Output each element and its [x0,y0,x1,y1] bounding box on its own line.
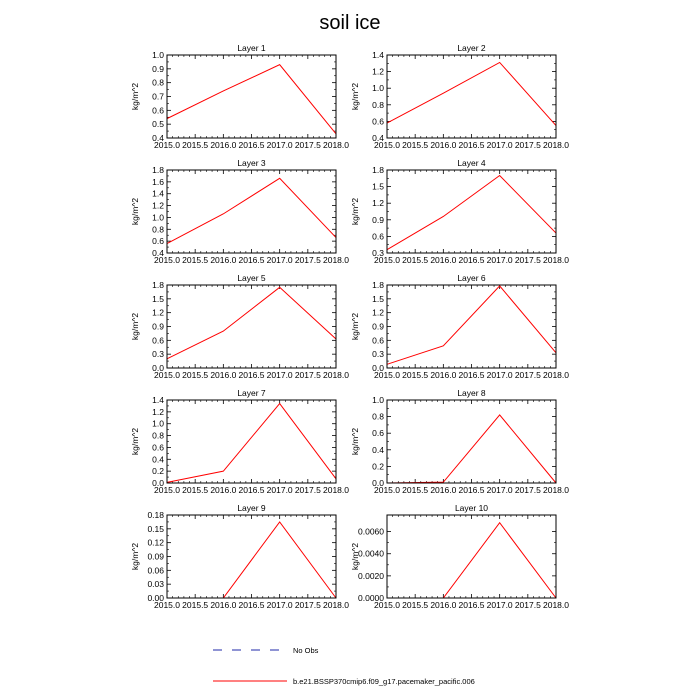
x-tick-label: 2016.0 [430,485,457,495]
series-line [387,415,556,483]
x-tick-label: 2018.0 [323,485,349,495]
x-tick-label: 2016.0 [430,255,457,265]
x-tick-label: 2018.0 [543,600,569,610]
panel-title: Layer 5 [237,273,266,283]
y-tick-label: 0.4 [372,133,384,143]
y-tick-label: 0.0 [152,363,164,373]
x-tick-label: 2015.5 [182,255,209,265]
x-tick-label: 2015.0 [374,370,400,380]
x-tick-label: 2017.5 [514,370,541,380]
y-axis-label: kg/m^2 [350,197,360,226]
y-tick-label: 1.5 [152,293,164,304]
y-tick-label: 1.2 [152,307,164,318]
y-tick-label: 0.3 [372,349,384,360]
x-tick-label: 2017.5 [294,600,321,610]
y-axis-label: kg/m^2 [350,82,360,111]
panel-layer-4 [350,158,569,265]
plot-frame [387,400,556,483]
x-tick-label: 2016.5 [238,140,265,150]
x-tick-label: 2017.0 [486,370,513,380]
y-axis-label: kg/m^2 [130,82,140,111]
y-tick-label: 0.4 [372,444,384,455]
y-tick-label: 1.0 [372,395,384,405]
legend [213,646,475,686]
y-tick-label: 0.8 [152,77,164,88]
x-tick-label: 2015.0 [154,600,180,610]
x-tick-label: 2017.0 [266,600,293,610]
x-tick-label: 2018.0 [543,255,569,265]
y-tick-label: 0.0020 [358,570,384,581]
x-tick-label: 2017.0 [486,140,513,150]
y-tick-label: 0.9 [152,63,164,74]
x-tick-label: 2017.0 [486,600,513,610]
panel-title: Layer 7 [237,388,266,398]
y-tick-label: 1.4 [372,50,384,60]
plot-frame [167,285,336,368]
y-tick-label: 1.8 [372,165,384,175]
y-tick-label: 1.4 [152,395,164,405]
x-tick-label: 2018.0 [323,255,349,265]
panel-title: Layer 2 [457,43,486,53]
y-tick-label: 0.5 [152,119,164,130]
x-tick-label: 2017.5 [514,600,541,610]
panel-layer-2 [350,43,569,150]
y-tick-label: 0.9 [372,214,384,225]
y-tick-label: 0.2 [372,461,384,472]
x-tick-label: 2015.0 [154,140,180,150]
panel-title: Layer 8 [457,388,486,398]
panel-layer-7 [130,388,349,495]
y-tick-label: 0.7 [152,91,164,102]
x-tick-label: 2018.0 [323,370,349,380]
y-tick-label: 0.2 [152,466,164,477]
plot-frame [167,400,336,483]
x-tick-label: 2016.0 [210,140,237,150]
x-tick-label: 2015.0 [374,255,400,265]
y-tick-label: 1.5 [372,181,384,192]
y-tick-label: 0.6 [152,105,164,116]
panel-title: Layer 4 [457,158,486,168]
y-tick-label: 0.0060 [358,526,384,537]
x-tick-label: 2017.0 [266,140,293,150]
panel-layer-1 [130,43,349,150]
y-tick-label: 1.0 [152,418,164,429]
x-tick-label: 2016.5 [458,140,485,150]
y-tick-label: 0.9 [152,321,164,332]
x-tick-label: 2015.5 [402,140,429,150]
y-tick-label: 0.00 [147,593,164,603]
y-tick-label: 1.5 [372,293,384,304]
y-tick-label: 1.0 [152,50,164,60]
series-line [387,523,556,598]
y-tick-label: 1.2 [152,406,164,417]
x-tick-label: 2016.0 [430,140,457,150]
x-tick-label: 2017.5 [514,255,541,265]
panel-layer-9 [130,503,349,610]
x-tick-label: 2015.5 [402,370,429,380]
y-tick-label: 1.4 [152,188,164,199]
x-tick-label: 2017.5 [294,485,321,495]
y-tick-label: 0.0 [152,478,164,488]
plot-frame [387,515,556,598]
x-tick-label: 2015.5 [402,485,429,495]
panel-layer-5 [130,273,349,380]
y-tick-label: 0.09 [147,551,164,562]
x-tick-label: 2017.0 [266,255,293,265]
x-tick-label: 2018.0 [323,140,349,150]
y-tick-label: 0.8 [372,99,384,110]
x-tick-label: 2015.5 [182,140,209,150]
x-tick-label: 2015.0 [374,140,400,150]
y-axis-label: kg/m^2 [130,197,140,226]
x-tick-label: 2017.0 [486,255,513,265]
x-tick-label: 2016.5 [238,485,265,495]
y-tick-label: 0.6 [152,335,164,346]
y-tick-label: 0.6 [152,236,164,247]
x-tick-label: 2016.5 [458,485,485,495]
y-tick-label: 0.18 [147,510,164,520]
y-tick-label: 0.0 [372,363,384,373]
plot-frame [387,170,556,253]
x-tick-label: 2016.0 [210,600,237,610]
x-tick-label: 2018.0 [323,600,349,610]
panel-layer-10 [350,503,569,610]
y-tick-label: 1.8 [152,165,164,175]
y-tick-label: 1.0 [372,83,384,94]
series-line [167,178,336,243]
panels-group [130,43,569,610]
y-tick-label: 0.9 [372,321,384,332]
panel-title: Layer 6 [457,273,486,283]
x-tick-label: 2015.0 [154,370,180,380]
x-tick-label: 2015.5 [402,255,429,265]
legend-model-label: b.e21.BSSP370cmip6.f09_g17.pacemaker_pacific.006 [293,677,475,686]
y-tick-label: 0.0040 [358,548,384,559]
panel-layer-3 [130,158,349,265]
x-tick-label: 2017.5 [514,140,541,150]
x-tick-label: 2018.0 [543,140,569,150]
y-tick-label: 1.0 [152,212,164,223]
series-line [167,287,336,358]
series-line [167,65,336,134]
y-tick-label: 0.12 [147,537,164,548]
x-tick-label: 2017.5 [294,140,321,150]
y-tick-label: 0.6 [372,231,384,242]
x-tick-label: 2016.5 [238,255,265,265]
y-tick-label: 0.0000 [358,593,384,603]
legend-obs-label: No Obs [293,646,319,655]
y-axis-label: kg/m^2 [350,542,360,571]
y-tick-label: 0.6 [372,335,384,346]
y-axis-label: kg/m^2 [350,312,360,341]
y-tick-label: 0.6 [372,116,384,127]
y-tick-label: 1.6 [152,176,164,187]
y-tick-label: 0.8 [152,430,164,441]
y-tick-label: 1.2 [372,66,384,77]
x-tick-label: 2015.0 [154,255,180,265]
x-tick-label: 2016.0 [430,600,457,610]
y-tick-label: 0.8 [152,224,164,235]
x-tick-label: 2016.5 [238,600,265,610]
panel-title: Layer 9 [237,503,266,513]
x-tick-label: 2015.0 [154,485,180,495]
y-tick-label: 0.4 [152,248,164,258]
series-line [167,404,336,483]
panel-title: Layer 3 [237,158,266,168]
x-tick-label: 2017.5 [294,255,321,265]
y-tick-label: 1.2 [152,200,164,211]
x-tick-label: 2017.0 [266,370,293,380]
x-tick-label: 2015.5 [182,485,209,495]
x-tick-label: 2015.5 [402,600,429,610]
panel-title: Layer 10 [454,503,489,513]
series-line [387,62,556,125]
panel-title: Layer 1 [237,43,266,53]
plot-frame [167,515,336,598]
x-tick-label: 2016.0 [430,370,457,380]
series-line [387,286,556,364]
panel-layer-6 [350,273,569,380]
x-tick-label: 2016.5 [458,255,485,265]
y-tick-label: 0.06 [147,565,164,576]
x-tick-label: 2016.0 [210,370,237,380]
x-tick-label: 2016.5 [458,370,485,380]
series-line [167,522,336,598]
y-tick-label: 0.3 [372,248,384,258]
y-axis-label: kg/m^2 [130,427,140,456]
y-axis-label: kg/m^2 [130,542,140,571]
x-tick-label: 2017.0 [266,485,293,495]
y-tick-label: 0.0 [372,478,384,488]
x-tick-label: 2017.0 [486,485,513,495]
y-tick-label: 0.03 [147,579,164,590]
y-axis-label: kg/m^2 [130,312,140,341]
x-tick-label: 2015.0 [374,485,400,495]
y-tick-label: 0.6 [372,428,384,439]
y-axis-label: kg/m^2 [350,427,360,456]
x-tick-label: 2017.5 [514,485,541,495]
x-tick-label: 2018.0 [543,485,569,495]
y-tick-label: 1.8 [152,280,164,290]
series-line [387,176,556,250]
y-tick-label: 1.8 [372,280,384,290]
y-tick-label: 0.4 [152,133,164,143]
y-tick-label: 0.3 [152,349,164,360]
x-tick-label: 2015.0 [374,600,400,610]
plot-frame [167,55,336,138]
x-tick-label: 2015.5 [182,370,209,380]
x-tick-label: 2016.5 [238,370,265,380]
x-tick-label: 2015.5 [182,600,209,610]
x-tick-label: 2017.5 [294,370,321,380]
x-tick-label: 2016.0 [210,255,237,265]
x-tick-label: 2016.0 [210,485,237,495]
y-tick-label: 0.15 [147,523,164,534]
y-tick-label: 1.2 [372,307,384,318]
y-tick-label: 1.2 [372,198,384,209]
y-tick-label: 0.8 [372,411,384,422]
x-tick-label: 2016.5 [458,600,485,610]
panel-layer-8 [350,388,569,495]
y-tick-label: 0.4 [152,454,164,465]
figure-title: soil ice [319,12,381,34]
x-tick-label: 2018.0 [543,370,569,380]
y-tick-label: 0.6 [152,442,164,453]
